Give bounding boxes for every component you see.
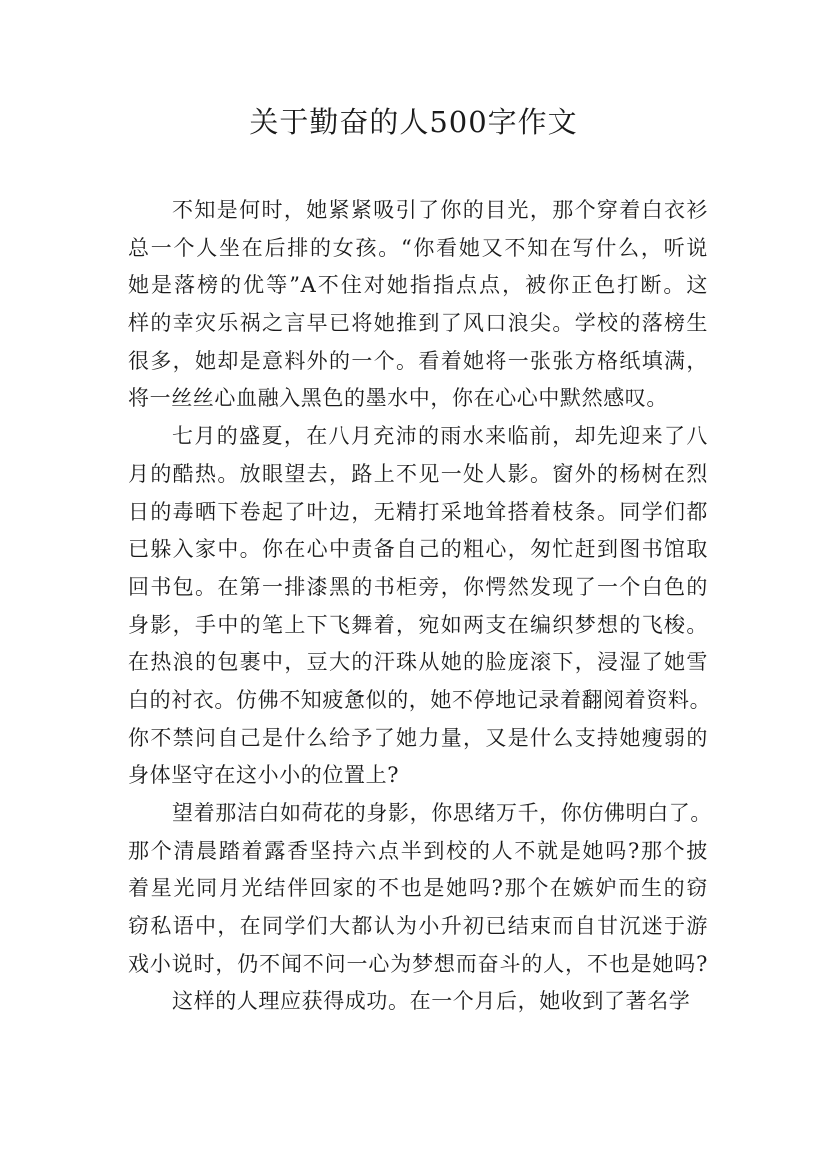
text-line: 很多，她却是意料外的一个。看着她将一张张方格纸填满， bbox=[128, 348, 708, 373]
document-body bbox=[128, 192, 712, 1021]
text-line: 样的幸灾乐祸之言早已将她推到了风口浪尖。学校的落榜生 bbox=[128, 311, 708, 336]
text-line: 日的毒晒下卷起了叶边，无精打采地耸搭着枝条。同学们都 bbox=[128, 499, 708, 524]
text-line: 窃私语中，在同学们大都认为小升初已结束而自甘沉迷于游 bbox=[128, 914, 708, 939]
text-line: 身影，手中的笔上下飞舞着，宛如两支在编织梦想的飞梭。 bbox=[128, 612, 708, 637]
text-line: 回书包。在第一排漆黑的书柜旁，你愕然发现了一个白色的 bbox=[128, 574, 708, 599]
text-line: 她是落榜的优等”A不住对她指指点点，被你正色打断。这 bbox=[128, 273, 708, 298]
document-title: 关于勤奋的人500字作文 bbox=[249, 105, 578, 139]
text-line: 在热浪的包裹中，豆大的汗珠从她的脸庞滚下，浸湿了她雪 bbox=[128, 650, 708, 675]
text-line: 戏小说时，仍不闻不问一心为梦想而奋斗的人，不也是她吗? bbox=[128, 951, 708, 976]
text-line: 望着那洁白如荷花的身影，你思绪万千，你仿佛明白了。 bbox=[172, 801, 712, 825]
text-line: 已躲入家中。你在心中责备自己的粗心，匆忙赶到图书馆取 bbox=[128, 537, 708, 562]
text-line: 不知是何时，她紧紧吸引了你的目光，那个穿着白衣衫 bbox=[172, 198, 708, 222]
text-line: 身体坚守在这小小的位置上? bbox=[128, 763, 400, 788]
text-line: 这样的人理应获得成功。在一个月后，她收到了著名学 bbox=[172, 989, 691, 1014]
text-line: 那个清晨踏着露香坚持六点半到校的人不就是她吗?那个披 bbox=[128, 838, 708, 863]
text-line: 着星光同月光结伴回家的不也是她吗?那个在嫉妒而生的窃 bbox=[128, 876, 708, 901]
text-line: 你不禁问自己是什么给予了她力量，又是什么支持她瘦弱的 bbox=[128, 725, 708, 750]
text-line: 月的酷热。放眼望去，路上不见一处人影。窗外的杨树在烈 bbox=[128, 461, 708, 486]
text-line: 将一丝丝心血融入黑色的墨水中，你在心心中默然感叹。 bbox=[128, 386, 668, 411]
text-line: 白的衬衣。仿佛不知疲惫似的，她不停地记录着翻阅着资料。 bbox=[128, 687, 712, 712]
text-line: 总一个人坐在后排的女孩。“你看她又不知在写什么，听说 bbox=[128, 235, 708, 260]
text-line: 七月的盛夏，在八月充沛的雨水来临前，却先迎来了八 bbox=[172, 424, 708, 449]
